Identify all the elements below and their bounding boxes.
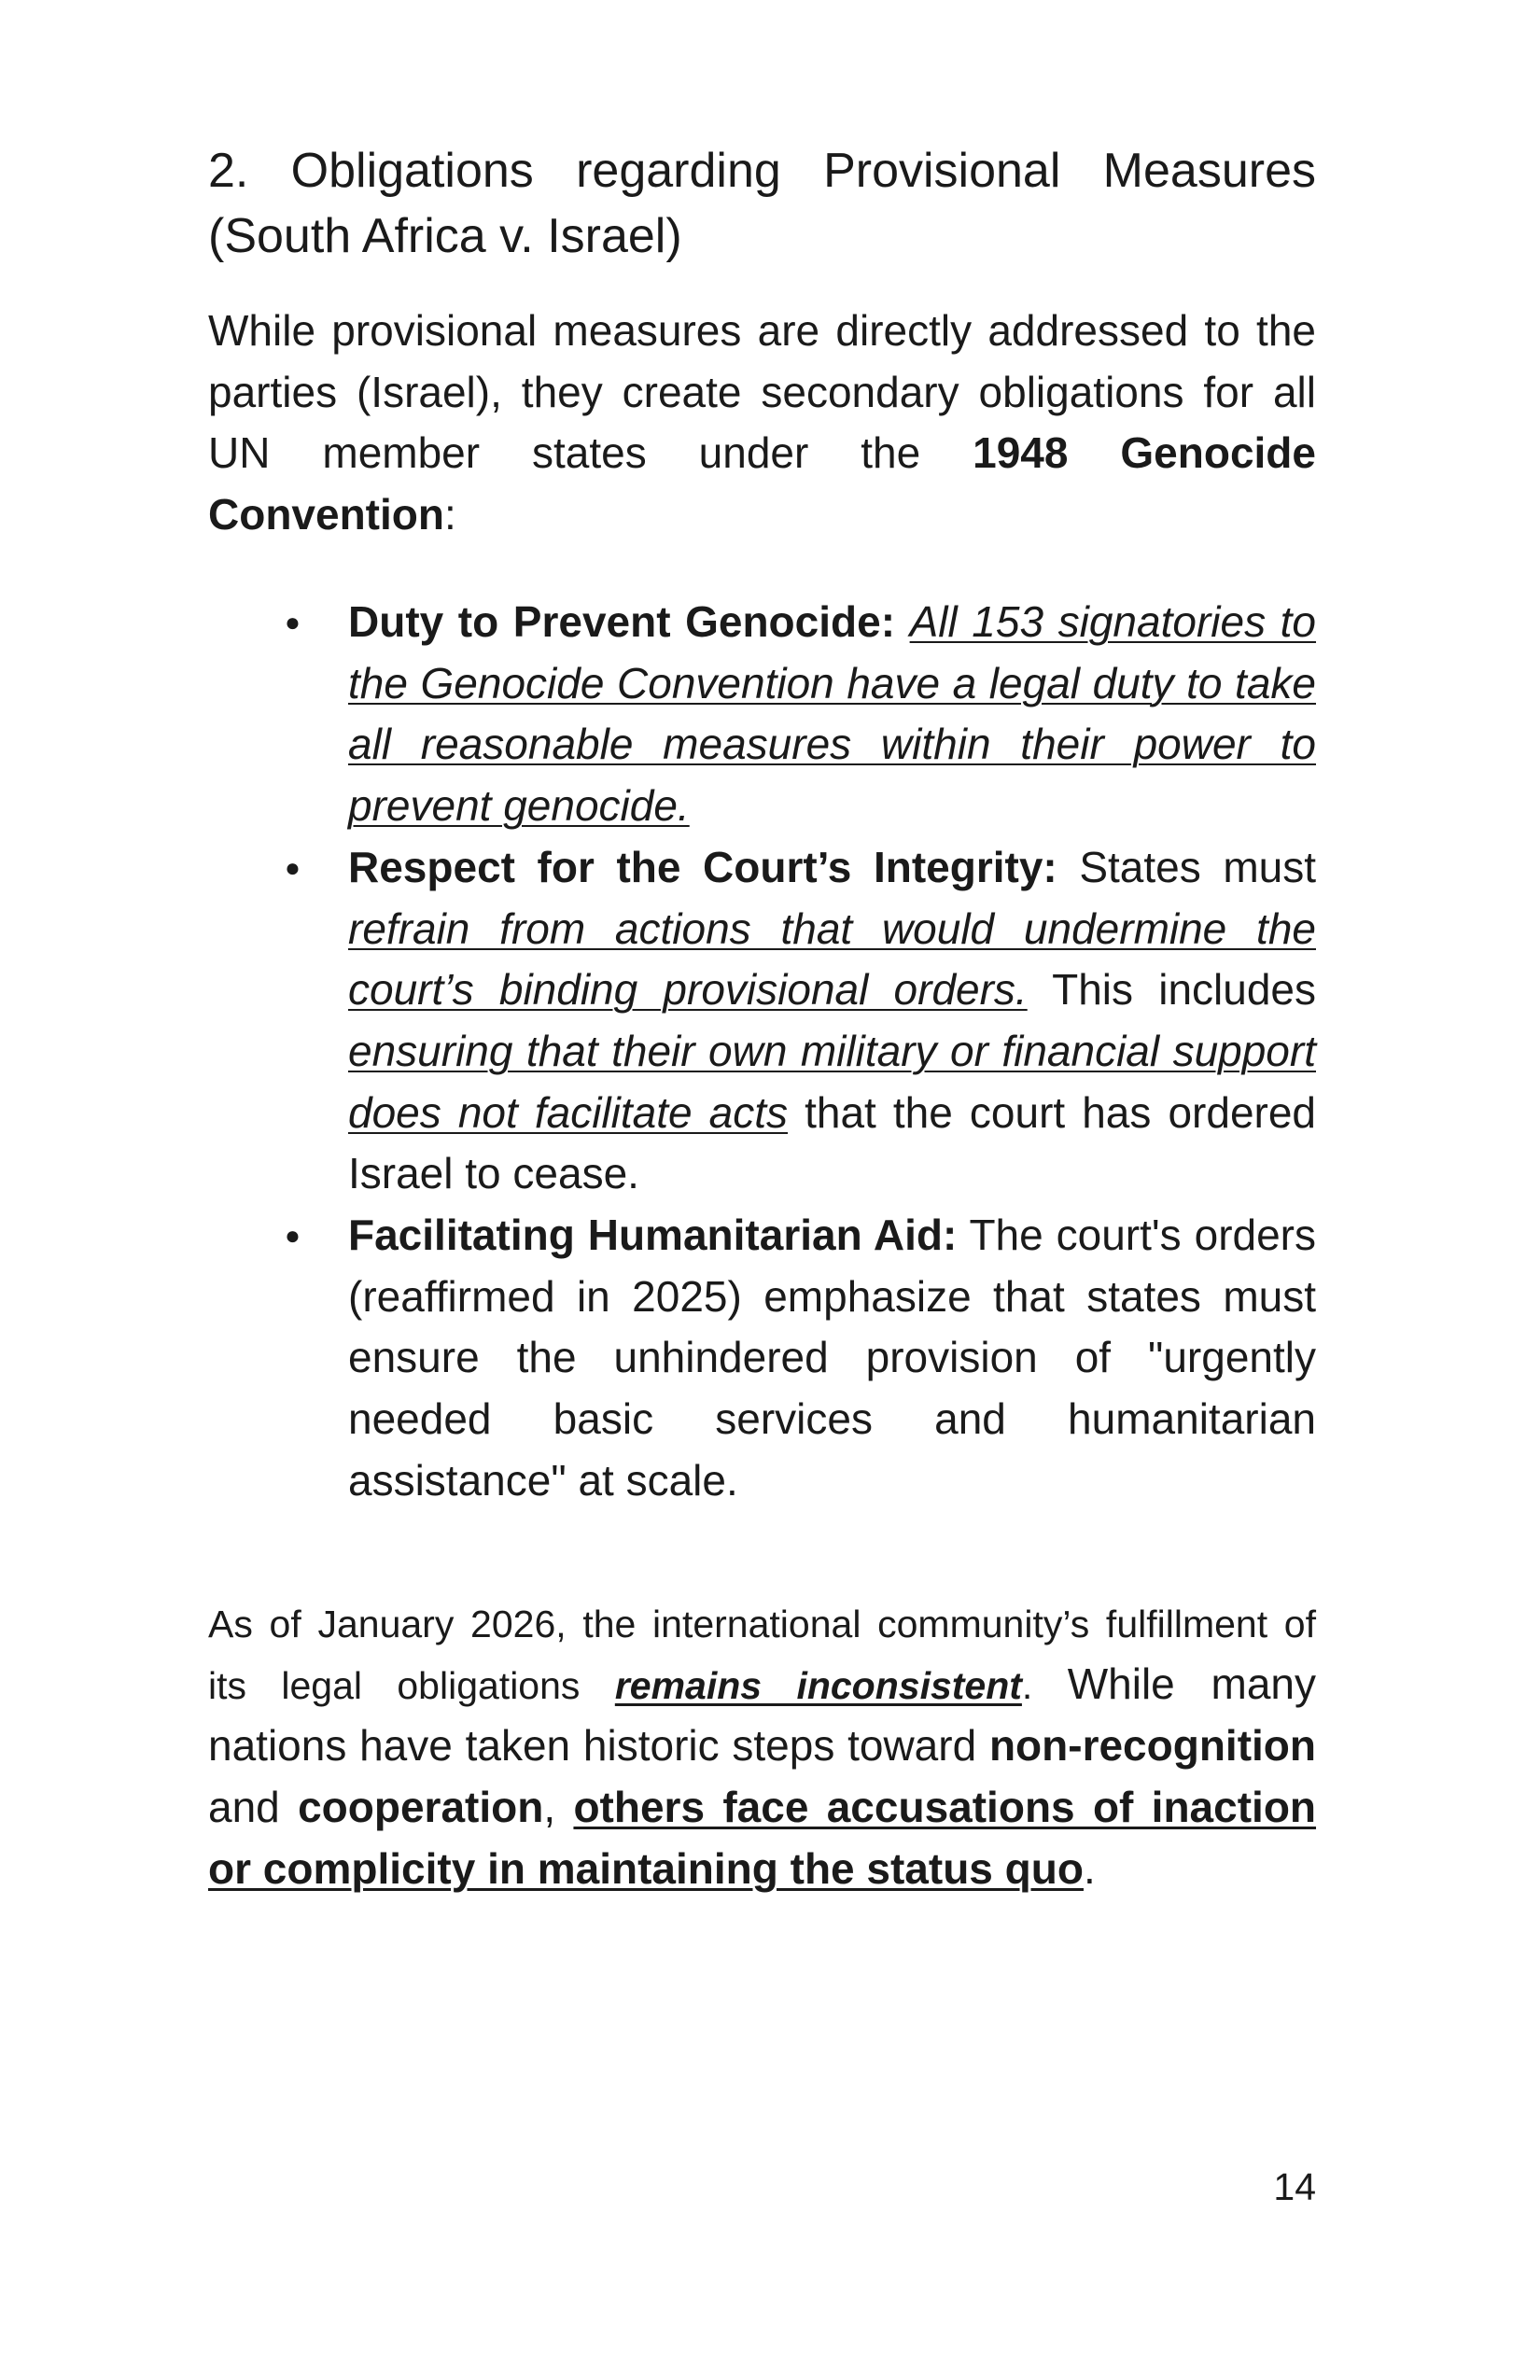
- closing-text: .: [1021, 1664, 1033, 1707]
- bullet-text: that the court has ordered Israel to cease.: [348, 1087, 1317, 1198]
- bullet-text: States must: [1079, 842, 1317, 891]
- closing-paragraph: [208, 1594, 1316, 1900]
- intro-bold-term: 1948 Genocide Convention: [208, 428, 1316, 539]
- bullet-title: Facilitating Humanitarian Aid:: [348, 1211, 958, 1260]
- bullet-emphasis: ensuring that their own military or financial support does not facilitate acts: [348, 1026, 1316, 1137]
- list-item-humanitarian-aid: [208, 1205, 1316, 1512]
- bullet-title: Respect for the Court’s Integrity:: [348, 842, 1057, 891]
- intro-text: While provisional measures are directly addressed to the parties (Israel), they create secondary obligations for all UN member states under the: [208, 306, 1316, 477]
- closing-bold-term: cooperation: [298, 1783, 544, 1831]
- closing-text: and: [208, 1783, 280, 1831]
- list-item-court-integrity: [208, 837, 1316, 1205]
- bullet-title: Duty to Prevent Genocide:: [348, 597, 896, 646]
- intro-end: :: [443, 489, 456, 539]
- bullet-marker: ●: [285, 608, 301, 637]
- closing-text: .: [1083, 1844, 1096, 1893]
- page-number: 14: [1273, 2165, 1316, 2208]
- closing-text: ,: [543, 1783, 556, 1831]
- bullet-emphasis: refrain from actions that would undermine the court’s binding provisional orders.: [348, 903, 1316, 1015]
- bullet-text: The court's orders (reaffirmed in 2025) emphasize that states must ensure the unhindered provision of "urgently needed basic services and humanitarian assistance" at scale.: [348, 1211, 1316, 1505]
- closing-text: As of January 2026, the international community’s fulfillment of its legal obligations: [208, 1603, 1316, 1707]
- obligations-list: [208, 592, 1316, 1512]
- list-item-duty-to-prevent: [208, 592, 1316, 837]
- closing-text: While many nations have taken historic steps toward: [208, 1659, 1316, 1770]
- bullet-text: This includes: [1052, 965, 1316, 1015]
- closing-emphasis: remains inconsistent: [614, 1664, 1022, 1707]
- closing-bold-term: non-recognition: [988, 1721, 1317, 1770]
- closing-emphasis: others face accusations of inaction or complicity in maintaining the status quo: [208, 1783, 1317, 1893]
- section-heading: 2. Obligations regarding Provisional Measures (South Africa v. Israel): [208, 144, 1316, 263]
- bullet-marker: ●: [285, 1221, 301, 1251]
- bullet-emphasis: All 153 signatories to the Genocide Convention have a legal duty to take all reasonable measures within their power to prevent genocide.: [348, 597, 1317, 831]
- intro-paragraph: [208, 301, 1316, 545]
- bullet-marker: ●: [285, 852, 301, 882]
